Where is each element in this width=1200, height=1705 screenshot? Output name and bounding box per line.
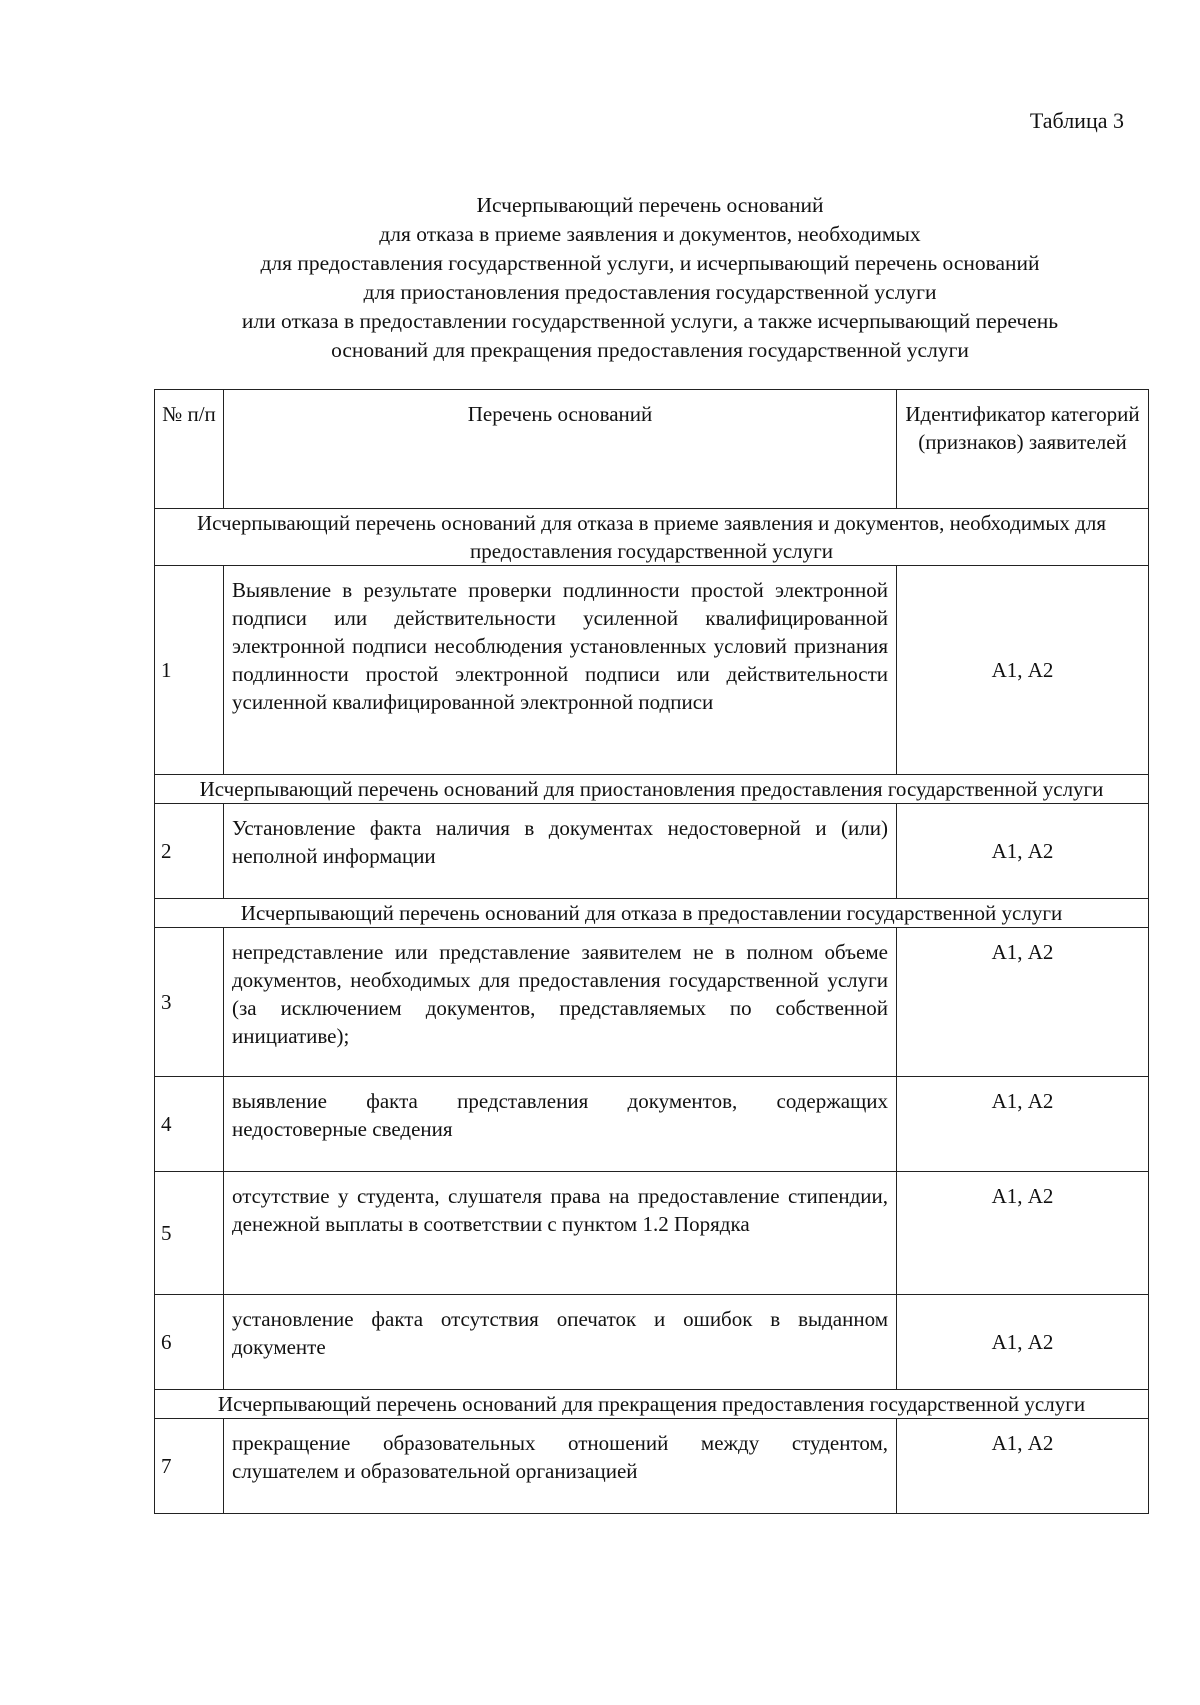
row-number: 5 [155,1172,224,1295]
row-ground-text: Выявление в результате проверки подлинности простой электронной подписи или действительности усиленной квалифицированной электронной подписи несоблюдения установленных условий признания подлинности простой электронной подписи или действительности усиленной квалифицированной электронной подписи [224,566,897,775]
row-applicant-id: А1, А2 [897,928,1149,1077]
table-row [155,1419,1149,1514]
title-line: для предоставления государственной услуги, и исчерпывающий перечень оснований [260,251,1040,275]
row-ground-text: отсутствие у студента, слушателя права на предоставление стипендии, денежной выплаты в соответствии с пунктом 1.2 Порядка [224,1172,897,1295]
row-applicant-id: А1, А2 [897,1077,1149,1172]
section-row [155,899,1149,928]
row-number: 6 [155,1295,224,1390]
table-row [155,1172,1149,1295]
row-number: 2 [155,804,224,899]
title-line: или отказа в предоставлении государственной услуги, а также исчерпывающий перечень [241,309,1059,333]
row-applicant-id: А1, А2 [897,804,1149,899]
row-ground-text: прекращение образовательных отношений между студентом, слушателем и образовательной организацией [224,1419,897,1514]
section-row [155,509,1149,566]
section-row [155,775,1149,804]
row-applicant-id: А1, А2 [897,1419,1149,1514]
table-row [155,1295,1149,1390]
title-line: оснований для прекращения предоставления государственной услуги [331,338,969,362]
table-row [155,928,1149,1077]
section-title-refusal-acceptance: Исчерпывающий перечень оснований для отказа в приеме заявления и документов, необходимых для предоставления государственной услуги [155,509,1149,566]
title-line: для приостановления предоставления государственной услуги [363,280,937,304]
row-applicant-id: А1, А2 [897,1295,1149,1390]
table-header-row [155,390,1149,509]
row-ground-text: установление факта отсутствия опечаток и ошибок в выданном документе [224,1295,897,1390]
title-line: для отказа в приеме заявления и документов, необходимых [379,222,921,246]
title-line: Исчерпывающий перечень оснований [476,193,824,217]
section-title-refusal-provision: Исчерпывающий перечень оснований для отказа в предоставлении государственной услуги [155,899,1149,928]
table-row [155,566,1149,775]
document-title [150,191,1150,365]
row-number: 4 [155,1077,224,1172]
header-number: № п/п [155,390,224,509]
row-number: 1 [155,566,224,775]
header-grounds-list: Перечень оснований [224,390,897,509]
row-ground-text: выявление факта представления документов, содержащих недостоверные сведения [224,1077,897,1172]
row-number: 3 [155,928,224,1077]
table-row [155,1077,1149,1172]
row-number: 7 [155,1419,224,1514]
header-applicant-id: Идентификатор категорий (признаков) заявителей [897,390,1149,509]
table-row [155,804,1149,899]
grounds-table [154,389,1149,1514]
row-applicant-id: А1, А2 [897,566,1149,775]
section-title-termination: Исчерпывающий перечень оснований для прекращения предоставления государственной услуги [155,1390,1149,1419]
section-row [155,1390,1149,1419]
row-ground-text: Установление факта наличия в документах недостоверной и (или) неполной информации [224,804,897,899]
row-applicant-id: А1, А2 [897,1172,1149,1295]
table-label: Таблица 3 [1029,108,1124,133]
row-ground-text: непредставление или представление заявителем не в полном объеме документов, необходимых для предоставления государственной услуги (за исключением документов, представляемых по собственной инициативе); [224,928,897,1077]
section-title-suspension: Исчерпывающий перечень оснований для приостановления предоставления государственной услуги [155,775,1149,804]
